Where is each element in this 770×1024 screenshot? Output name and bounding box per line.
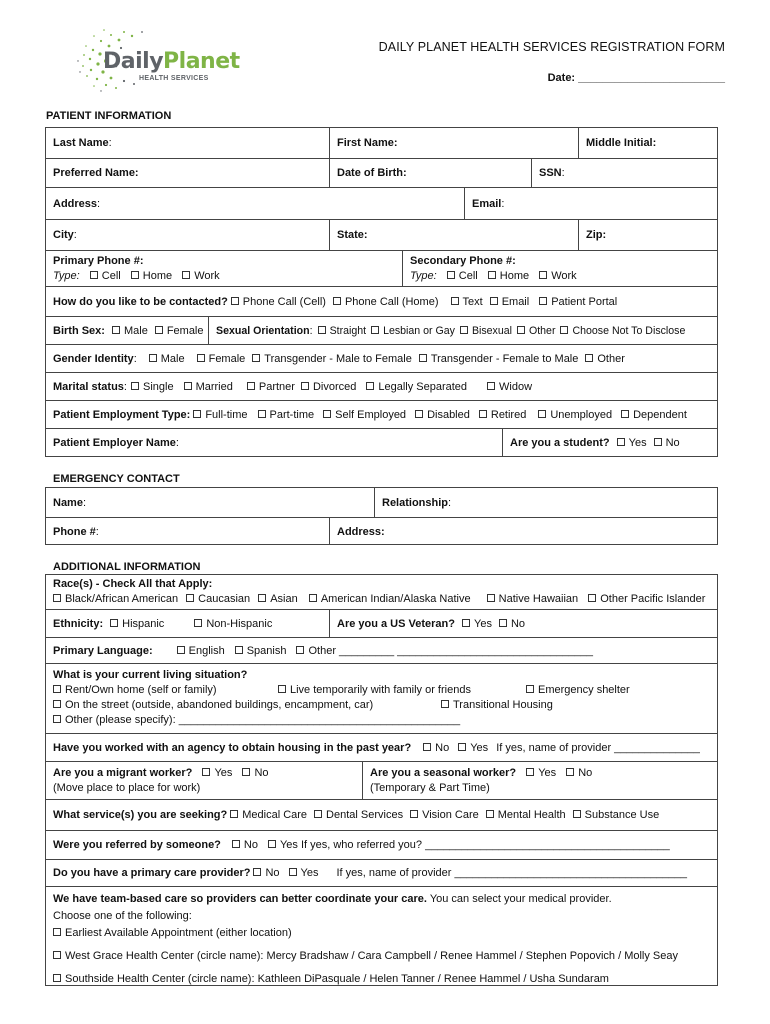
ssn-field[interactable]: SSN :: [531, 159, 717, 187]
row-services: [46, 799, 717, 830]
referred-yes-checkbox[interactable]: Yes If yes, who referred you? ________________________________________: [268, 839, 670, 851]
student-yes-checkbox[interactable]: Yes: [617, 437, 647, 449]
row-address: [46, 187, 717, 219]
employment-fulltime-checkbox[interactable]: Full-time: [193, 409, 247, 421]
service-mental-health-checkbox[interactable]: Mental Health: [486, 809, 566, 821]
secondary-phone-cell-checkbox[interactable]: Cell: [447, 269, 478, 284]
marital-separated-checkbox[interactable]: Legally Separated: [366, 381, 467, 393]
sexual-orientation-field: Sexual Orientation : Straight Lesbian or Gay Bisexual Other Choose Not To Disclose: [208, 317, 717, 344]
ethnicity-field: Ethnicity: Hispanic Non-Hispanic: [53, 617, 273, 630]
secondary-phone-field[interactable]: Secondary Phone #: Type: Cell Home Work: [402, 251, 717, 286]
row-marital: [46, 372, 717, 400]
living-shelter-checkbox[interactable]: Emergency shelter: [526, 683, 630, 698]
marital-partner-checkbox[interactable]: Partner: [247, 381, 295, 393]
pcp-provider-name[interactable]: If yes, name of provider ______________________________________: [336, 867, 687, 879]
living-rent-own-checkbox[interactable]: Rent/Own home (self or family): [53, 683, 217, 698]
emergency-contact-table: [45, 487, 718, 545]
orientation-other-checkbox[interactable]: Other: [517, 325, 556, 337]
employment-type-field: Patient Employment Type: Full-time Part-time Self Employed Disabled Retired Unemployed Dependent: [53, 408, 687, 421]
contact-preference: How do you like to be contacted? Phone Call (Cell) Phone Call (Home) Text Email Patient Portal: [53, 295, 618, 308]
birth-sex-field: Birth Sex: Male Female: [53, 324, 204, 337]
employment-disabled-checkbox[interactable]: Disabled: [415, 409, 470, 421]
service-substance-use-checkbox[interactable]: Substance Use: [573, 809, 660, 821]
row-worker: [46, 761, 717, 799]
referred-no-checkbox[interactable]: No: [232, 839, 258, 851]
veteran-yes-checkbox[interactable]: Yes: [462, 618, 492, 630]
employer-name-field[interactable]: Patient Employer Name :: [53, 436, 179, 449]
student-field: Are you a student? Yes No: [502, 429, 717, 456]
provider-west-grace-checkbox[interactable]: West Grace Health Center (circle name): Mercy Bradshaw / Cara Campbell / Renee Hammel / Stephen Popovich / Molly Seay: [53, 948, 678, 965]
living-other-checkbox[interactable]: Other (please specify): ______________________________________________: [53, 713, 460, 728]
orientation-not-disclose-checkbox[interactable]: Choose Not To Disclose: [560, 325, 685, 337]
city-field[interactable]: City :: [53, 229, 77, 241]
provider-southside-checkbox[interactable]: Southside Health Center (circle name): Kathleen DiPasquale / Helen Tanner / Renee Hammel / Usha Sundaram: [53, 971, 609, 988]
gender-other-checkbox[interactable]: Other: [585, 353, 625, 365]
migrant-yes-checkbox[interactable]: Yes: [202, 766, 232, 781]
logo-subtitle: HEALTH SERVICES: [139, 75, 209, 82]
orientation-lesbian-gay-checkbox[interactable]: Lesbian or Gay: [371, 325, 455, 337]
orientation-bisexual-checkbox[interactable]: Bisexual: [460, 325, 512, 337]
row-emergency-name: [46, 488, 717, 517]
row-referred: [46, 830, 717, 859]
race-black-checkbox[interactable]: Black/African American: [53, 592, 178, 607]
agency-provider-name[interactable]: If yes, name of provider ______________: [496, 741, 700, 754]
additional-info-table: [45, 574, 718, 986]
row-city: [46, 219, 717, 250]
gender-trans-mtf-checkbox[interactable]: Transgender - Male to Female: [252, 353, 412, 365]
secondary-phone-home-checkbox[interactable]: Home: [488, 269, 529, 284]
emergency-phone-field[interactable]: Phone # :: [53, 525, 99, 538]
logo-wordmark: DailyPlanet: [103, 49, 240, 74]
birth-sex-male-checkbox[interactable]: Male: [112, 325, 148, 337]
services-sought-field: What service(s) you are seeking? Medical Care Dental Services Vision Care Mental Health Substance Use: [53, 809, 660, 821]
state-field[interactable]: State:: [329, 220, 578, 250]
additional-info-heading: ADDITIONAL INFORMATION: [53, 561, 201, 573]
ethnicity-hispanic-checkbox[interactable]: Hispanic: [110, 618, 164, 630]
row-pcp: [46, 859, 717, 886]
patient-info-heading: PATIENT INFORMATION: [46, 110, 172, 122]
row-team-care: [46, 886, 717, 986]
migrant-worker-field: Are you a migrant worker? Yes No (Move place to place for work): [53, 766, 269, 794]
marital-married-checkbox[interactable]: Married: [184, 381, 233, 393]
primary-phone-work-checkbox[interactable]: Work: [182, 269, 219, 284]
patient-info-table: [45, 127, 718, 457]
gender-female-checkbox[interactable]: Female: [197, 353, 246, 365]
emergency-address-field[interactable]: Address:: [329, 518, 717, 545]
primary-phone-field[interactable]: Primary Phone #: Type: Cell Home Work: [53, 254, 220, 282]
contact-phone-cell-checkbox[interactable]: Phone Call (Cell): [231, 296, 326, 308]
race-american-indian-checkbox[interactable]: American Indian/Alaska Native: [309, 592, 471, 607]
employment-retired-checkbox[interactable]: Retired: [479, 409, 526, 421]
row-ethnicity: [46, 609, 717, 637]
race-pacific-islander-checkbox[interactable]: Other Pacific Islander: [588, 592, 705, 607]
ethnicity-non-hispanic-checkbox[interactable]: Non-Hispanic: [194, 618, 272, 630]
emergency-name-field[interactable]: Name :: [53, 496, 87, 509]
row-contact: [46, 286, 717, 316]
gender-identity-field: Gender Identity : Male Female Transgender - Male to Female Transgender - Female to Male Other: [53, 352, 625, 365]
language-other-checkbox[interactable]: Other _________ ________________________________: [296, 645, 592, 657]
secondary-phone-work-checkbox[interactable]: Work: [539, 269, 576, 284]
marital-divorced-checkbox[interactable]: Divorced: [301, 381, 356, 393]
contact-text-checkbox[interactable]: Text: [451, 296, 483, 308]
service-dental-checkbox[interactable]: Dental Services: [314, 809, 403, 821]
primary-phone-home-checkbox[interactable]: Home: [131, 269, 172, 284]
agency-yes-checkbox[interactable]: Yes: [458, 742, 488, 754]
primary-phone-cell-checkbox[interactable]: Cell: [90, 269, 121, 284]
preferred-name-field[interactable]: Preferred Name:: [53, 167, 139, 179]
service-vision-checkbox[interactable]: Vision Care: [410, 809, 479, 821]
race-caucasian-checkbox[interactable]: Caucasian: [186, 592, 250, 607]
contact-portal-checkbox[interactable]: Patient Portal: [539, 296, 617, 308]
marital-widow-checkbox[interactable]: Widow: [487, 381, 532, 393]
form-title: DAILY PLANET HEALTH SERVICES REGISTRATION FORM: [378, 40, 725, 54]
zip-field[interactable]: Zip:: [578, 220, 717, 250]
emergency-relationship-field[interactable]: Relationship :: [374, 488, 717, 517]
referral-field: Were you referred by someone? No Yes If yes, who referred you? ________________________________________: [53, 839, 670, 851]
living-street-checkbox[interactable]: On the street (outside, abandoned buildings, encampment, car): [53, 698, 373, 713]
contact-email-checkbox[interactable]: Email: [490, 296, 530, 308]
middle-initial-field[interactable]: Middle Initial:: [578, 128, 717, 158]
form-date-field[interactable]: Date: ________________________: [547, 72, 725, 84]
agency-no-checkbox[interactable]: No: [423, 742, 449, 754]
provider-earliest-checkbox[interactable]: Earliest Available Appointment (either location): [53, 925, 292, 942]
employment-parttime-checkbox[interactable]: Part-time: [258, 409, 315, 421]
row-preferred: [46, 158, 717, 187]
emergency-contact-heading: EMERGENCY CONTACT: [53, 473, 180, 485]
birth-sex-female-checkbox[interactable]: Female: [155, 325, 204, 337]
row-living: [46, 663, 717, 733]
seasonal-yes-checkbox[interactable]: Yes: [526, 766, 556, 781]
row-employer: [46, 428, 717, 456]
primary-language-field: Primary Language: English Spanish Other _________ ________________________________: [53, 644, 593, 657]
race-field: Race(s) - Check All that Apply: Black/African American Caucasian Asian American Indian/Alaska Native Native Hawaiian Other Pacific Islander: [53, 578, 706, 605]
row-employment: [46, 400, 717, 428]
dob-field[interactable]: Date of Birth:: [329, 159, 531, 187]
row-phones: [46, 250, 717, 286]
service-medical-checkbox[interactable]: Medical Care: [230, 809, 307, 821]
language-english-checkbox[interactable]: English: [177, 645, 225, 657]
employment-unemployed-checkbox[interactable]: Unemployed: [538, 409, 612, 421]
provider-selection-field: We have team-based care so providers can better coordinate your care. You can select your medical provider. Choose one of the following: Earliest Available Appointment (either location) West Grace Health Center (circle name): Mercy Bradshaw / Cara Campbell / Renee Hammel / Stephen Popovich / Molly Seay Southside Health Center (circle name): Kathleen DiPasquale / Helen Tanner / Renee Hammel / Usha Sundaram: [46, 887, 717, 986]
orientation-straight-checkbox[interactable]: Straight: [318, 325, 367, 337]
veteran-field: Are you a US Veteran? Yes No: [329, 610, 717, 637]
pcp-no-checkbox[interactable]: No: [253, 867, 279, 879]
email-field[interactable]: Email :: [464, 188, 717, 219]
living-temp-family-checkbox[interactable]: Live temporarily with family or friends: [278, 683, 471, 698]
housing-agency-field: Have you worked with an agency to obtain housing in the past year? No Yes If yes, name of provider ______________: [53, 741, 700, 754]
student-no-checkbox[interactable]: No: [654, 437, 680, 449]
race-native-hawaiian-checkbox[interactable]: Native Hawaiian: [487, 592, 578, 607]
gender-trans-ftm-checkbox[interactable]: Transgender - Female to Male: [419, 353, 579, 365]
migrant-no-checkbox[interactable]: No: [242, 766, 268, 781]
primary-care-field: Do you have a primary care provider? No Yes If yes, name of provider ______________________________________: [53, 867, 687, 879]
gender-male-checkbox[interactable]: Male: [149, 353, 185, 365]
marital-status-field: Marital status : Single Married Partner Divorced Legally Separated Widow: [53, 380, 533, 393]
language-spanish-checkbox[interactable]: Spanish: [235, 645, 287, 657]
living-situation-field: What is your current living situation? Rent/Own home (self or family) Live temporarily with family or friends Emergency shelter On the street (outside, abandoned buildings, encampment, car) Transitional Housing Other (please specify): ______________________________________________: [53, 669, 630, 726]
row-gender: [46, 344, 717, 372]
row-agency: [46, 733, 717, 761]
row-race: [46, 575, 717, 609]
marital-single-checkbox[interactable]: Single: [131, 381, 174, 393]
seasonal-no-checkbox[interactable]: No: [566, 766, 592, 781]
employment-dependent-checkbox[interactable]: Dependent: [621, 409, 687, 421]
living-transitional-checkbox[interactable]: Transitional Housing: [441, 698, 553, 713]
row-language: [46, 637, 717, 663]
row-emergency-phone: [46, 517, 717, 545]
pcp-yes-checkbox[interactable]: Yes: [289, 867, 319, 879]
row-sex-orientation: [46, 316, 717, 344]
last-name-field[interactable]: Last Name :: [53, 137, 112, 149]
contact-phone-home-checkbox[interactable]: Phone Call (Home): [333, 296, 439, 308]
seasonal-worker-field: Are you a seasonal worker? Yes No (Temporary & Part Time): [362, 762, 717, 799]
employment-self-checkbox[interactable]: Self Employed: [323, 409, 406, 421]
address-field[interactable]: Address :: [53, 197, 101, 210]
veteran-no-checkbox[interactable]: No: [499, 618, 525, 630]
row-names: [46, 128, 717, 158]
first-name-field[interactable]: First Name:: [329, 128, 578, 158]
race-asian-checkbox[interactable]: Asian: [258, 592, 298, 607]
